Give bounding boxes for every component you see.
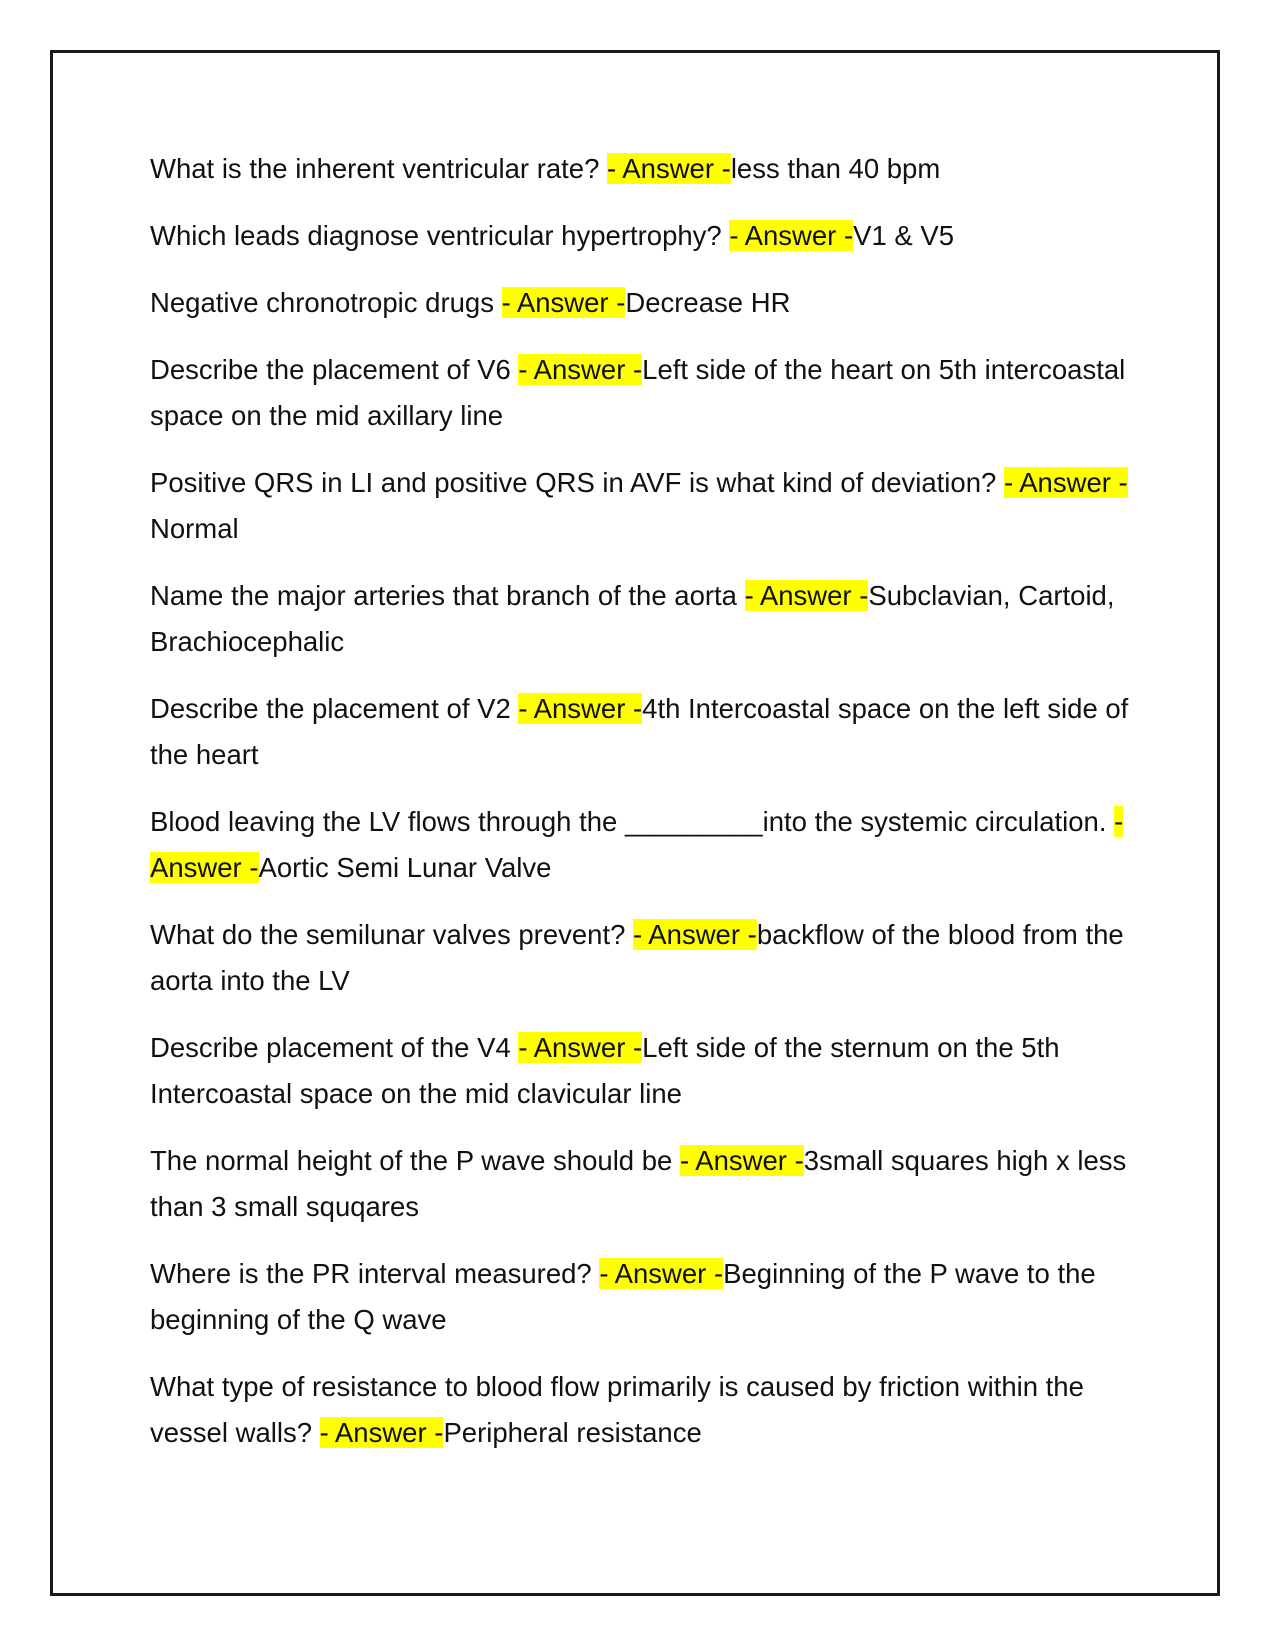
qa-item <box>150 280 1130 326</box>
qa-item <box>150 347 1130 439</box>
qa-item <box>150 573 1130 665</box>
answer-marker: - Answer - <box>633 919 757 950</box>
question-text: Positive QRS in LI and positive QRS in AVF is what kind of deviation? <box>150 467 1004 498</box>
question-text: Describe the placement of V6 <box>150 354 519 385</box>
question-text: What do the semilunar valves prevent? <box>150 919 634 950</box>
question-text: Describe the placement of V2 <box>150 693 519 724</box>
answer-text: Aortic Semi Lunar Valve <box>258 852 552 883</box>
qa-item <box>150 1364 1130 1456</box>
question-text: What type of resistance to blood flow primarily is caused by friction within the vessel walls? <box>150 1371 1084 1448</box>
qa-item <box>150 912 1130 1004</box>
answer-text: Subclavian, Cartoid, Brachiocephalic <box>150 580 1115 657</box>
qa-list <box>150 146 1130 1477</box>
answer-marker: - Answer - <box>518 1032 643 1063</box>
question-text: What is the inherent ventricular rate? <box>150 153 608 184</box>
answer-text: backflow of the blood from the aorta into the LV <box>150 919 1124 996</box>
qa-item <box>150 460 1130 552</box>
answer-text: Normal <box>150 513 239 544</box>
qa-item <box>150 1025 1130 1117</box>
answer-marker: - Answer - <box>501 287 626 318</box>
answer-text: 4th Intercoastal space on the left side of the heart <box>150 693 1129 770</box>
answer-marker: - Answer - <box>679 1145 804 1176</box>
answer-text: Beginning of the P wave to the beginning of the Q wave <box>150 1258 1096 1335</box>
question-text: Negative chronotropic drugs <box>150 287 502 318</box>
question-text: Where is the PR interval measured? <box>150 1258 600 1289</box>
qa-item <box>150 1251 1130 1343</box>
qa-item <box>150 1138 1130 1230</box>
answer-text: less than 40 bpm <box>730 153 941 184</box>
question-text: The normal height of the P wave should be <box>150 1145 680 1176</box>
answer-text: V1 & V5 <box>853 220 955 251</box>
question-text: Blood leaving the LV flows through the _________into the systemic circulation. <box>150 806 1115 837</box>
question-text: Describe placement of the V4 <box>150 1032 519 1063</box>
answer-text: Left side of the sternum on the 5th Intercoastal space on the mid clavicular line <box>150 1032 1060 1109</box>
qa-item <box>150 799 1130 891</box>
qa-item <box>150 686 1130 778</box>
answer-marker: - Answer - <box>729 220 854 251</box>
answer-marker: - Answer - <box>150 806 1124 883</box>
answer-marker: - Answer - <box>607 153 731 184</box>
answer-marker: - Answer - <box>1003 467 1128 498</box>
answer-marker: - Answer - <box>518 354 643 385</box>
question-text: Name the major arteries that branch of the aorta <box>150 580 745 611</box>
answer-text: Left side of the heart on 5th intercoastal space on the mid axillary line <box>150 354 1126 431</box>
qa-item <box>150 146 1130 192</box>
answer-marker: - Answer - <box>744 580 869 611</box>
answer-text: Decrease HR <box>625 287 791 318</box>
answer-text: 3small squares high x less than 3 small squqares <box>150 1145 1127 1222</box>
qa-item <box>150 213 1130 259</box>
answer-marker: - Answer - <box>518 693 643 724</box>
question-text: Which leads diagnose ventricular hypertrophy? <box>150 220 730 251</box>
answer-text: Peripheral resistance <box>443 1417 702 1448</box>
answer-marker: - Answer - <box>319 1417 444 1448</box>
answer-marker: - Answer - <box>599 1258 724 1289</box>
